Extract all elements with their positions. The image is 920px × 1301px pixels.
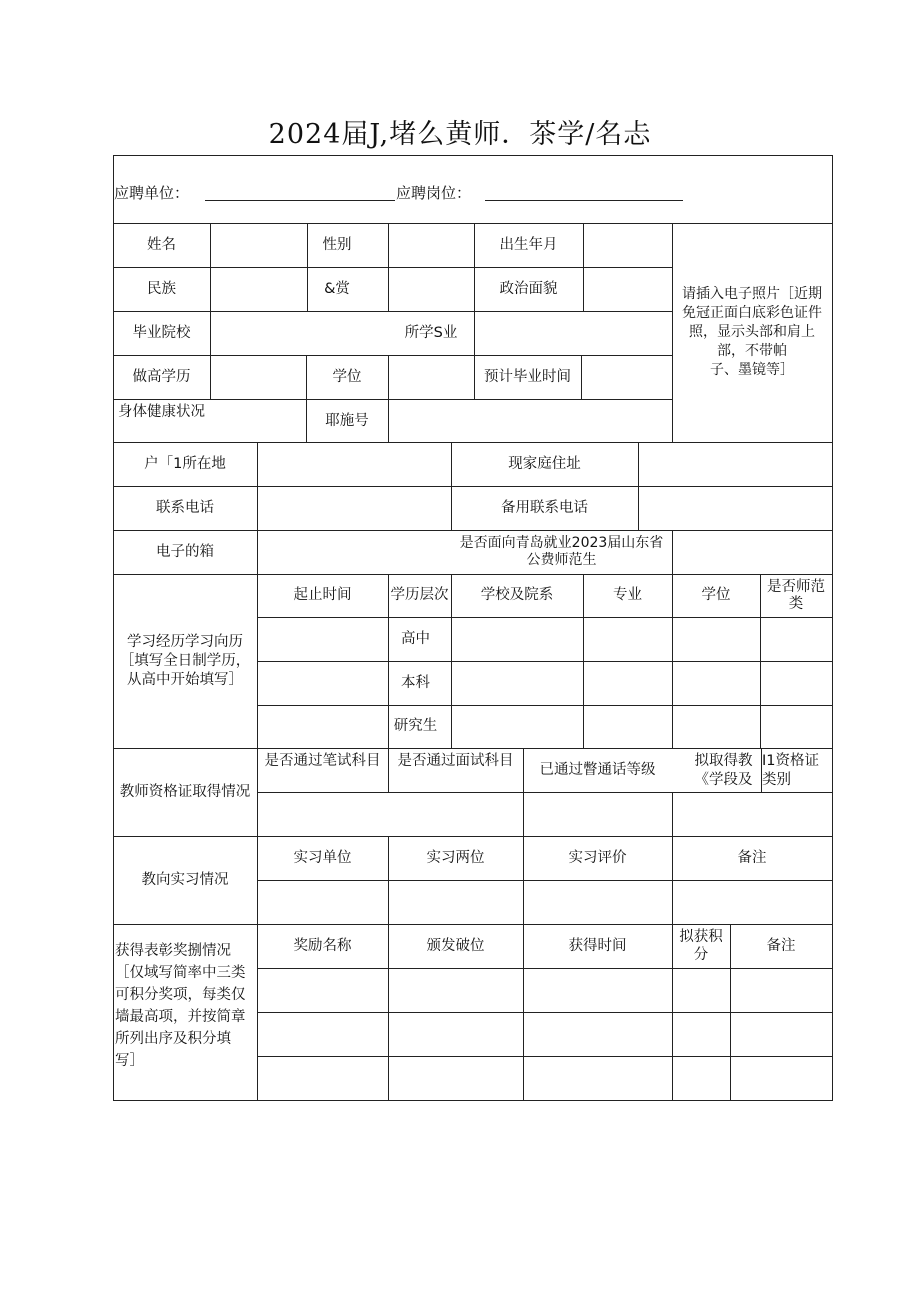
study-header: 专业	[613, 587, 642, 603]
email-label: 电子的箱	[156, 543, 214, 560]
photo-placeholder[interactable]: 请插入电子照片［近期免冠正面白底彩色证件照，显示头部和肩上部，不带帕 子、墨镜等］	[682, 286, 822, 378]
major-label: 所学S业	[404, 324, 458, 341]
study-level: 本科	[401, 674, 430, 691]
grad-time-label: 预计毕业时间	[484, 368, 571, 385]
hukou-label: 户「1所在地	[144, 455, 226, 472]
political-label: 政治面貌	[499, 280, 558, 297]
health-label: 身体健康状况	[118, 404, 205, 420]
awards-header: 奖励名称	[293, 937, 352, 954]
home-address-label: 现家庭住址	[508, 455, 581, 472]
internship-header: 实习评价	[568, 849, 627, 866]
awards-section-label: 获得表彰奖捌情况 ［仅域写简率中三类 可积分奖项，每类仅 墙最高项，并按简章 所列出序及积分填 写］	[115, 943, 246, 1069]
awards-header: 获得时间	[568, 937, 627, 954]
awards-header: 拟获积分	[679, 929, 723, 963]
position-label: 应聘岗位：	[396, 184, 472, 202]
study-header: 起止时间	[293, 587, 352, 603]
party-label: &赏	[324, 280, 350, 297]
degree-label: 学位	[332, 368, 362, 385]
phone-label: 联系电话	[156, 499, 214, 516]
birth-label: 出生年月	[499, 236, 558, 253]
internship-header: 实习两位	[426, 849, 485, 866]
study-header: 学校及院系	[480, 587, 554, 603]
internship-section-label: 教向实习情况	[141, 871, 229, 888]
study-header: 学位	[701, 587, 731, 603]
study-section-label: 学习经历学习向历 ［填写全日制学历， 从高中开始填写］	[119, 633, 251, 688]
name-label: 姓名	[147, 236, 176, 253]
cert-header: 拟取得教《学段及	[694, 753, 753, 788]
awards-header: 颁发破位	[426, 937, 485, 954]
internship-header: 备注	[737, 849, 767, 866]
unit-label: 应聘单位：	[114, 184, 190, 202]
qingdao-label: 是否面向青岛就业2023届山东省公费师范生	[459, 535, 664, 568]
cert-section-label: 教师资格证取得情况	[119, 783, 251, 800]
school-label: 毕业院校	[132, 324, 191, 341]
backup-phone-label: 备用联系电话	[501, 499, 588, 516]
gender-label: 性别	[322, 236, 352, 253]
internship-header: 实习单位	[293, 849, 352, 866]
education-label: 做高学历	[132, 368, 191, 385]
study-header: 学历层次	[390, 587, 449, 603]
cert-header: 是否通过笔试科目	[264, 753, 381, 769]
cert-header: 是否通过面试科目	[397, 753, 514, 769]
awards-header: 备注	[766, 937, 796, 954]
study-level: 研究生	[393, 718, 438, 734]
study-level: 高中	[401, 630, 430, 647]
page-title: 2024届J,堵么黄师．茶学/名忐	[268, 119, 652, 150]
phone-no-label: 耶施号	[325, 412, 369, 429]
cert-header: I1资格证类别	[762, 753, 820, 788]
ethnicity-label: 民族	[147, 280, 176, 297]
position-input-line[interactable]	[485, 200, 683, 201]
cert-header: 已通过瞥通话等级	[539, 761, 656, 778]
unit-input-line[interactable]	[205, 200, 395, 201]
study-header: 是否师范类	[767, 578, 825, 612]
